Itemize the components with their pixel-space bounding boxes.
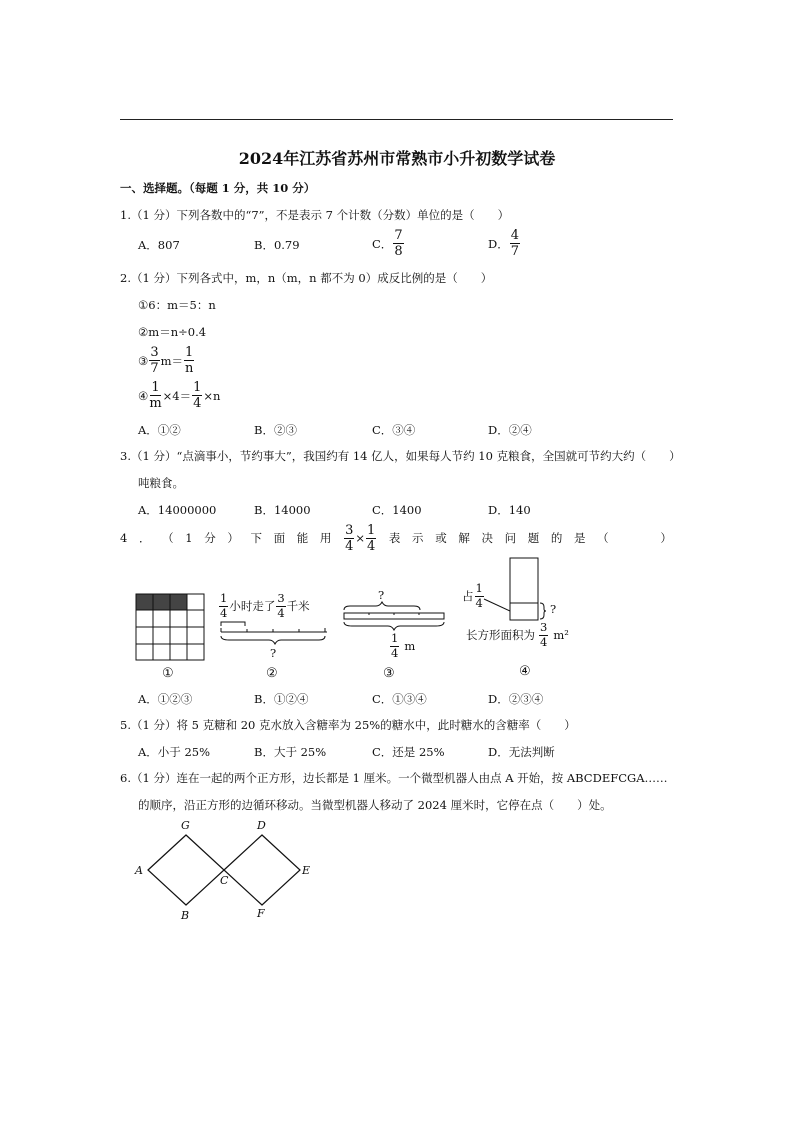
fig2-d1: 4 (220, 605, 228, 620)
q4-v4: 决 (481, 531, 493, 545)
fig2-d2: 4 (277, 605, 285, 620)
q1-option-d[interactable] (488, 229, 521, 258)
q2-item-2: ②m＝n÷0.4 (138, 325, 207, 339)
q4-option-a[interactable]: A．①②③ (138, 692, 193, 706)
q3-stem-line1: 3.（1 分）“点滴事小，节约事大”，我国约有 14 亿人，如果每人节约 10 克粮食，全国就可节约大约（ ） (120, 449, 681, 463)
q5-option-c[interactable]: C．还是 25% (372, 745, 445, 759)
q4-v7: 的 (550, 531, 563, 545)
q2-option-b[interactable]: B．②③ (254, 423, 297, 437)
q2-item3-frac1 (149, 346, 159, 375)
q4-v6: 题 (527, 531, 540, 545)
q4-n2: 1 (366, 522, 376, 538)
fig4-rectangle (510, 558, 538, 620)
q4-figure-2-caption (218, 593, 310, 619)
grid-blank-cell (187, 594, 204, 610)
fig3-unit: m (404, 639, 416, 653)
fig3-d: 4 (391, 645, 399, 660)
q2-item-3 (138, 346, 195, 375)
point-label-g: G (181, 819, 190, 832)
q4-n1: 3 (345, 522, 354, 538)
q1-option-b[interactable]: B．0.79 (254, 238, 300, 252)
q6-squares-diagram (130, 818, 320, 924)
right-square (224, 835, 300, 905)
fig2-frac2 (276, 593, 285, 619)
q3-option-c[interactable]: C．1400 (372, 503, 422, 517)
q4-w6: 下 (250, 531, 262, 545)
fig-label-2: ② (266, 666, 278, 681)
q1-option-a[interactable]: A．807 (138, 238, 180, 252)
q4-w9: 用 (319, 531, 332, 545)
q2-item4-pre: ④ (138, 388, 149, 403)
fig2-bottom-brace (221, 636, 325, 644)
q1-c-fraction (393, 229, 403, 258)
fig2-text1: 小时走了 (229, 599, 276, 613)
q4-w7: 面 (273, 531, 286, 545)
fig-label-3: ③ (383, 666, 395, 681)
q4-figure-4-diagram (480, 557, 560, 621)
fig4-text1: 占 (462, 589, 474, 603)
q3-option-d[interactable]: D．140 (488, 503, 531, 517)
q2-item-1: ①6：m＝5：n (138, 298, 216, 312)
q4-w0: 4 (120, 531, 128, 545)
q2-stem: 2.（1 分）下列各式中，m，n（m，n 都不为 0）成反比例的是（ ） (120, 271, 493, 285)
fig4-text2: 长方形面积为 (466, 628, 535, 642)
q1-option-c[interactable] (372, 229, 405, 258)
fig4-frac2 (539, 622, 548, 648)
q2-item4-end: ×n (203, 388, 221, 403)
q4-option-b[interactable]: B．①②④ (254, 692, 309, 706)
fig4-unit: m² (553, 628, 569, 642)
q4-frac2 (366, 524, 376, 553)
q2-item4-num2: 1 (193, 380, 202, 395)
header-rule (120, 119, 673, 120)
q4-frac1 (344, 524, 354, 553)
q2-item-4 (138, 381, 220, 410)
q2-item3-frac2 (184, 346, 194, 375)
fig3-top-brace (344, 602, 420, 610)
point-label-d: D (257, 819, 266, 832)
fig4-n1: 1 (475, 581, 483, 595)
fig3-bottom-brace (344, 622, 444, 630)
q5-stem: 5.（1 分）将 5 克糖和 20 克水放入含糖率为 25%的糖水中，此时糖水的含糖率（ ） (120, 718, 576, 732)
q2-item3-pre: ③ (138, 353, 149, 368)
point-label-f: F (257, 907, 265, 920)
q2-item4-den: m (149, 396, 162, 411)
q5-option-a[interactable]: A．小于 25% (138, 745, 211, 759)
q4-w4: 分 (204, 531, 216, 545)
q2-item3-den2: n (184, 361, 194, 376)
fig2-question: ? (270, 646, 277, 660)
q2-item3-num: 3 (150, 345, 159, 360)
q4-option-d[interactable]: D．②③④ (488, 692, 544, 706)
section-heading: 一、选择题。（每题 1 分，共 10 分） (120, 181, 316, 195)
point-label-c: C (220, 874, 229, 887)
fig4-caption-bottom (466, 622, 569, 648)
q3-option-b[interactable]: B．14000 (254, 503, 311, 517)
q4-v2: 或 (435, 531, 447, 545)
q5-option-b[interactable]: B．大于 25% (254, 745, 327, 759)
q2-option-d[interactable]: D．②④ (488, 423, 532, 437)
fig3-n: 1 (391, 631, 399, 645)
q4-figure-1-grid (136, 594, 204, 660)
q4-v3: 解 (458, 531, 470, 545)
q2-option-c[interactable]: C．③④ (372, 423, 416, 437)
q1-d-den: 7 (510, 244, 520, 259)
q1-d-num: 4 (510, 228, 520, 243)
q1-d-label: D． (488, 236, 509, 251)
q1-c-den: 8 (394, 244, 403, 259)
q2-item4-frac2 (192, 381, 202, 410)
q4-w8: 能 (296, 531, 309, 545)
fig4-brace (540, 603, 546, 619)
page-title: 2024年江苏省苏州市常熟市小升初数学试卷 (238, 149, 556, 168)
q4-v1: 示 (412, 531, 424, 545)
q2-item4-num: 1 (151, 380, 160, 395)
q2-item4-mid: ×4＝ (162, 388, 192, 403)
q4-w5: ） (227, 531, 239, 545)
fig3-caption (389, 633, 415, 659)
q1-d-fraction (510, 229, 520, 258)
point-label-a: A (135, 864, 143, 877)
q2-item3-mid: m＝ (160, 353, 183, 368)
q6-stem-line2: 的顺序，沿正方形的边循环移动。当微型机器人移动了 2024 厘米时，它停在点（ ）处。 (138, 798, 612, 812)
q4-v0: 表 (388, 531, 401, 545)
fig3-frac (390, 633, 399, 659)
q4-w1: ． (138, 531, 151, 545)
q6-stem-line1: 6.（1 分）连在一起的两个正方形，边长都是 1 厘米。一个微型机器人由点 A 开始，按 ABCDEFCGA…… (120, 771, 668, 785)
q2-item3-den: 7 (150, 361, 159, 376)
fig4-pointer (484, 599, 510, 611)
q1-stem: 1.（1 分）下列各数中的“7”，不是表示 7 个计数（分数）单位的是（ ） (120, 208, 510, 222)
q4-d1: 4 (345, 538, 354, 554)
q4-times: × (355, 531, 365, 545)
q2-item3-num2: 1 (185, 345, 194, 360)
point-label-e: E (302, 864, 311, 877)
q4-d2: 4 (366, 538, 376, 554)
q1-c-label: C． (372, 236, 393, 251)
q4-stem (120, 523, 672, 553)
fig2-n1: 1 (220, 591, 228, 605)
q4-option-c[interactable]: C．①③④ (372, 692, 427, 706)
left-square (148, 835, 224, 905)
fig2-text2: 千米 (286, 599, 310, 613)
fig2-top-bracket (221, 622, 245, 626)
q2-item4-den2: 4 (193, 396, 202, 411)
fig-label-1: ① (162, 666, 174, 681)
fig4-n2: 3 (540, 620, 548, 634)
q3-option-a[interactable]: A．14000000 (138, 503, 217, 517)
q2-item4-frac1 (149, 381, 161, 410)
fig3-question: ? (378, 588, 385, 602)
q4-w2: （ (162, 531, 174, 545)
fig2-frac1 (219, 593, 228, 619)
q4-v8: 是 (574, 531, 586, 545)
q5-option-d[interactable]: D．无法判断 (488, 745, 555, 759)
fig-label-4: ④ (519, 664, 531, 679)
fig4-d2: 4 (540, 634, 548, 649)
q4-figure-3-diagram (342, 600, 446, 632)
q4-v9: （ (597, 531, 609, 545)
fig4-question: ? (550, 602, 557, 616)
fig2-n2: 3 (277, 591, 285, 605)
q2-option-a[interactable]: A．①② (138, 423, 181, 437)
point-label-b: B (181, 909, 190, 922)
q4-v10: ） (660, 531, 672, 545)
q4-v5: 问 (504, 531, 517, 545)
fig4-d1: 4 (475, 595, 483, 610)
q4-w3: 1 (185, 531, 193, 545)
q4-expression (343, 524, 377, 553)
q3-stem-line2: 吨粮食。 (138, 476, 184, 490)
q1-c-num: 7 (394, 228, 403, 243)
